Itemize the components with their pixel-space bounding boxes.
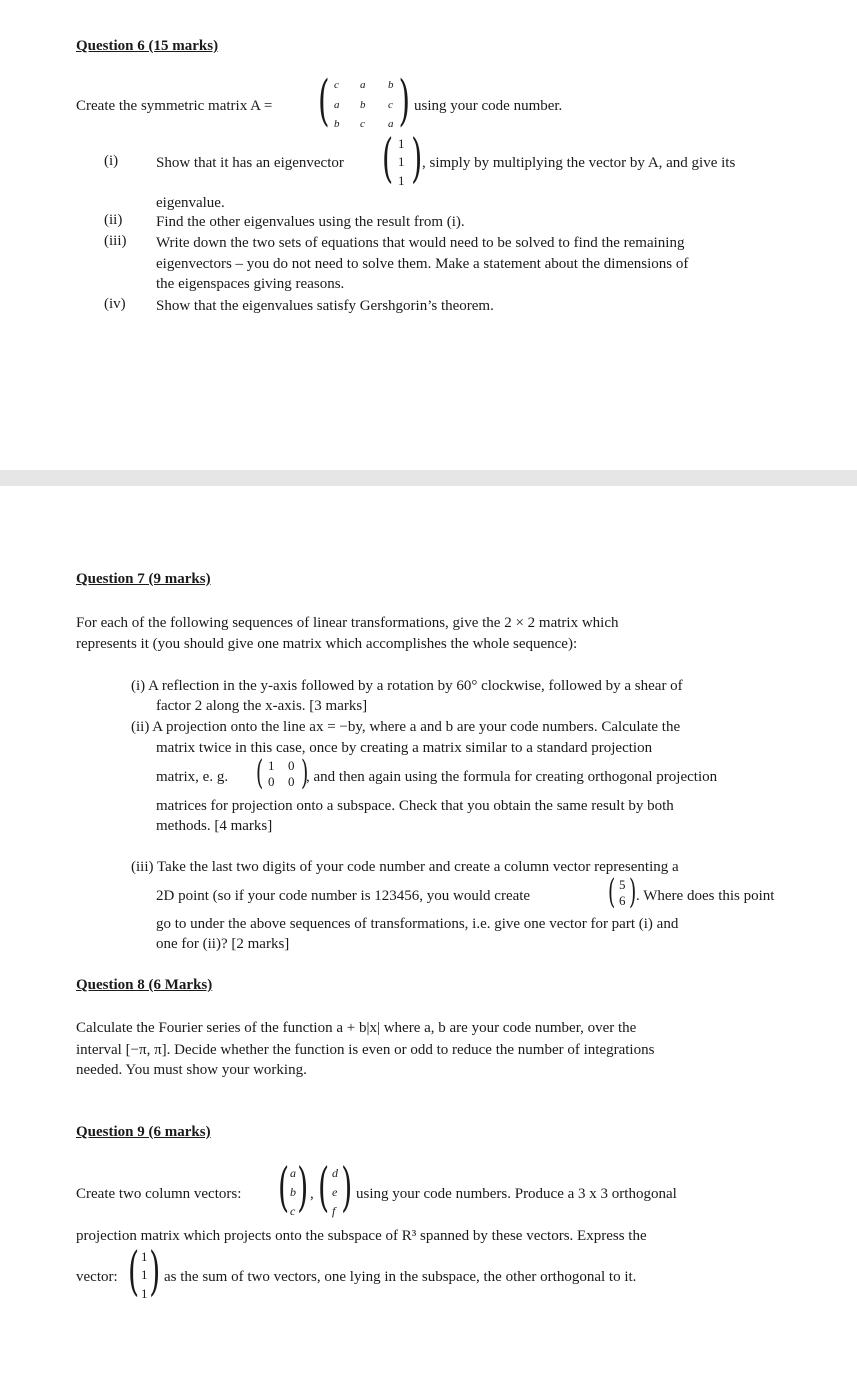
q7-intro-line: For each of the following sequences of linear transformations, give the 2 × 2 matrix which <box>76 615 619 631</box>
q9-pre: Create two column vectors: <box>76 1186 242 1202</box>
right-paren: ) <box>628 872 636 912</box>
q7-iii-post: . Where does this point <box>636 888 775 904</box>
left-paren: ( <box>256 753 264 793</box>
q7-ii-post: , and then again using the formula for creating orthogonal projection <box>306 769 718 785</box>
q9-vector-2 <box>318 1158 352 1221</box>
vector-cell: f <box>332 1204 336 1218</box>
q6-heading: Question 6 (15 marks) <box>76 38 219 54</box>
q6-item-iii-line: Write down the two sets of equations that would need to be solved to find the remaining <box>156 235 685 251</box>
matrix-cell: c <box>334 79 339 91</box>
q7-intro-line: represents it (you should give one matrix which accomplishes the whole sequence): <box>76 636 578 652</box>
vector-cell: d <box>332 1166 338 1180</box>
right-paren: ) <box>410 129 422 189</box>
vector-cell: e <box>332 1185 338 1199</box>
vector-cell: 1 <box>398 154 405 169</box>
q6-item-ii-text: Find the other eigenvalues using the result from (i). <box>156 214 465 230</box>
matrix-cell: b <box>334 118 340 130</box>
vector-cell: 1 <box>398 173 405 188</box>
q7-iii-tail: one for (ii)? [2 marks] <box>156 936 290 952</box>
matrix-cell: a <box>360 79 366 91</box>
q6-item-iii-line: eigenvectors – you do not need to solve them. Make a statement about the dimensions of <box>156 256 689 272</box>
q7-iii-pre: 2D point (so if your code number is 123456, you would create <box>156 888 531 904</box>
q6-intro-pre: Create the symmetric matrix A = <box>76 98 273 114</box>
vector-cell: c <box>290 1204 296 1218</box>
q9-line2: projection matrix which projects onto the subspace of R³ spanned by these vectors. Express the <box>76 1228 647 1244</box>
right-paren: ) <box>300 753 308 793</box>
q9-vector-1 <box>278 1158 308 1221</box>
vector-cell: b <box>290 1185 296 1199</box>
q6-item-i-pre: Show that it has an eigenvector <box>156 155 344 171</box>
matrix-cell: c <box>360 118 365 130</box>
q9-heading: Question 9 (6 marks) <box>76 1124 211 1140</box>
matrix-cell: a <box>388 118 394 130</box>
matrix-cell: 0 <box>268 774 275 789</box>
q7-i-line: (i) A reflection in the y-axis followed by a rotation by 60° clockwise, followed by a shear of <box>131 678 683 694</box>
left-paren: ( <box>128 1242 140 1302</box>
matrix-cell: 0 <box>288 758 295 773</box>
matrix-cell: b <box>388 79 394 91</box>
q6-item-i-cont: eigenvalue. <box>156 195 225 211</box>
q8-line: interval [−π, π]. Decide whether the function is even or odd to reduce the number of integrations <box>76 1042 655 1058</box>
q7-point-vector <box>608 872 636 913</box>
q7-ii-tail: matrices for projection onto a subspace. Check that you obtain the same result by both <box>156 798 674 814</box>
matrix-cell: b <box>360 99 366 111</box>
q6-item-ii-label: (ii) <box>104 212 123 228</box>
q7-ii-line: (ii) A projection onto the line ax = −by, where a and b are your code numbers. Calculate the <box>131 719 681 735</box>
q9-vec-post: as the sum of two vectors, one lying in the subspace, the other orthogonal to it. <box>164 1269 637 1285</box>
q6-item-iv-label: (iv) <box>104 296 126 312</box>
q7-ii-tail: methods. [4 marks] <box>156 818 273 834</box>
q7-ii-line: matrix twice in this case, once by creating a matrix similar to a standard projection <box>156 740 653 756</box>
q6-eigenvector <box>382 129 422 192</box>
matrix-cell: 1 <box>268 758 275 773</box>
left-paren: ( <box>318 69 330 132</box>
right-paren: ) <box>398 69 410 132</box>
vector-cell: 5 <box>619 877 626 892</box>
right-paren: ) <box>148 1242 160 1302</box>
q6-item-iii-line: the eigenspaces giving reasons. <box>156 276 345 292</box>
vector-cell: 6 <box>619 893 626 908</box>
left-paren: ( <box>382 129 394 189</box>
q7-iii-tail: go to under the above sequences of transformations, i.e. give one vector for part (i) and <box>156 916 679 932</box>
left-paren: ( <box>278 1158 290 1218</box>
q8-line: needed. You must show your working. <box>76 1062 307 1078</box>
q6-intro-post: using your code number. <box>414 98 563 114</box>
vector-cell: 1 <box>141 1249 148 1264</box>
q8-heading: Question 8 (6 Marks) <box>76 977 213 993</box>
left-paren: ( <box>608 872 616 912</box>
vector-cell: 1 <box>141 1286 148 1301</box>
q7-i-line: factor 2 along the x-axis. [3 marks] <box>156 698 368 714</box>
q9-post: using your code numbers. Produce a 3 x 3 orthogonal <box>356 1186 677 1202</box>
q6-item-i-post: , simply by multiplying the vector by A, and give its <box>422 155 736 171</box>
matrix-cell: 0 <box>288 774 295 789</box>
right-paren: ) <box>296 1158 308 1218</box>
left-paren: ( <box>318 1158 330 1218</box>
q6-item-iii-label: (iii) <box>104 233 127 249</box>
q9-vec-pre: vector: <box>76 1269 118 1285</box>
q9-vector-ones <box>128 1242 160 1305</box>
q7-ii-pre: matrix, e. g. <box>156 769 229 785</box>
q8-line: Calculate the Fourier series of the function a + b|x| where a, b are your code number, over the <box>76 1020 637 1036</box>
matrix-cell: c <box>388 99 393 111</box>
q6-item-iv-text: Show that the eigenvalues satisfy Gershgorin’s theorem. <box>156 298 494 314</box>
q6-item-i-label: (i) <box>104 153 119 169</box>
q7-heading: Question 7 (9 marks) <box>76 571 211 587</box>
matrix-cell: a <box>334 99 340 111</box>
right-paren: ) <box>340 1158 352 1218</box>
vector-cell: a <box>290 1166 296 1180</box>
vector-cell: 1 <box>398 136 405 151</box>
q7-projection-matrix <box>256 753 308 794</box>
q7-iii-line1: (iii) Take the last two digits of your code number and create a column vector representing a <box>131 859 679 875</box>
vector-cell: 1 <box>141 1267 148 1282</box>
q9-comma: , <box>310 1186 314 1202</box>
page-divider <box>0 470 857 486</box>
q6-matrix <box>318 69 410 136</box>
